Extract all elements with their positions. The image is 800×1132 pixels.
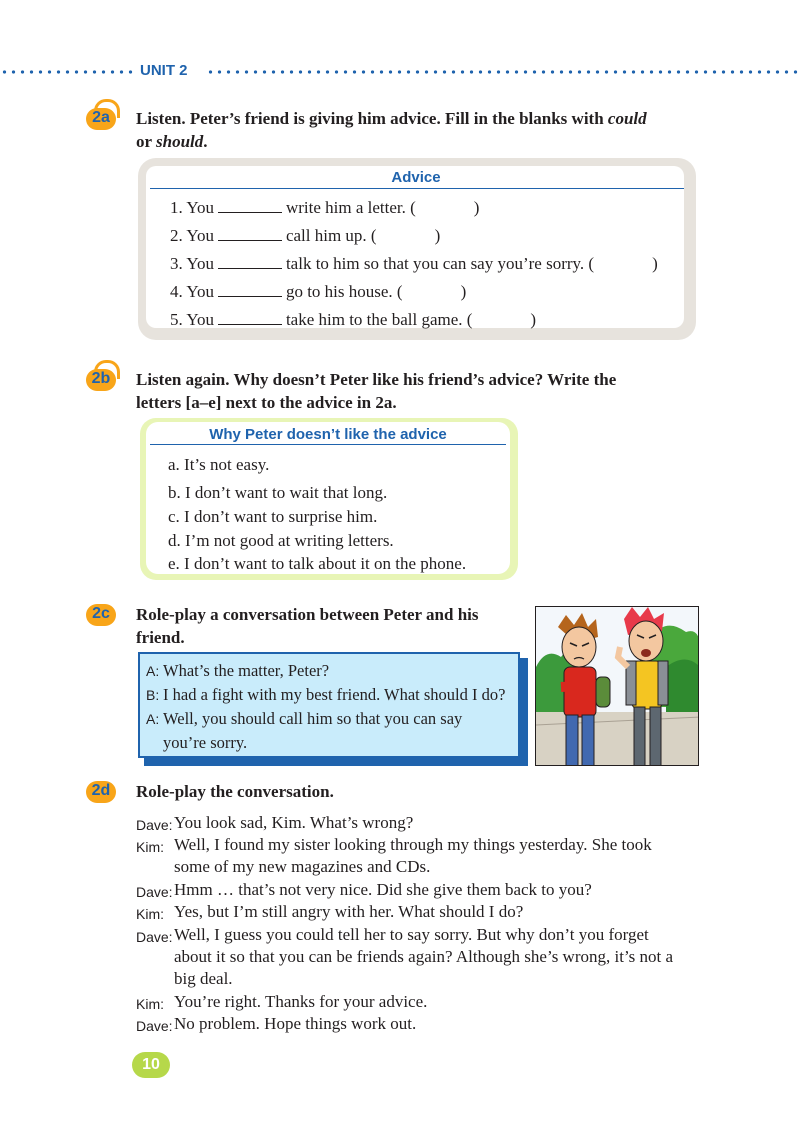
section-badge-2a: 2a <box>86 108 116 130</box>
dialogue-line: No problem. Hope things work out. <box>174 1014 417 1033</box>
dialogue-line: Yes, but I’m still angry with her. What should I do? <box>174 902 524 921</box>
answer-blank[interactable] <box>218 310 282 325</box>
reason-item: c. I don’t want to surprise him. <box>168 507 378 526</box>
speaker-label: Dave: <box>136 929 173 945</box>
speaker-label: Dave: <box>136 1018 173 1034</box>
dialogue-line: You’re right. Thanks for your advice. <box>174 992 428 1011</box>
instruction-2d: Role-play the conversation. <box>136 782 334 801</box>
dialogue-line: some of my new magazines and CDs. <box>174 857 431 876</box>
dialogue-line: Well, I guess you could tell her to say sorry. But why don’t you forget <box>174 925 649 944</box>
speaker-label: B: <box>146 687 160 703</box>
advice-title-rule <box>150 188 684 189</box>
conversation-line: I had a fight with my best friend. What should I do? <box>163 685 506 704</box>
conversation-line: Well, you should call him so that you can say <box>163 709 463 728</box>
speaker-label: Kim: <box>136 906 164 922</box>
conversation-line: What’s the matter, Peter? <box>163 661 330 680</box>
advice-item: 1. You write him a letter. ( ) <box>170 198 480 217</box>
dialogue-line: about it so that you can be friends again? Although she’s wrong, it’s not a <box>174 947 674 966</box>
advice-item: 2. You call him up. ( ) <box>170 226 441 245</box>
advice-box <box>146 166 684 328</box>
answer-blank[interactable] <box>218 282 282 297</box>
reason-item: a. It’s not easy. <box>168 455 270 474</box>
reasons-title-rule <box>150 444 506 445</box>
reason-item: d. I’m not good at writing letters. <box>168 531 394 550</box>
page-number: 10 <box>132 1052 170 1078</box>
answer-blank[interactable] <box>218 254 282 269</box>
speaker-label: Kim: <box>136 996 164 1012</box>
instruction-2c: Role-play a conversation between Peter and his friend. <box>136 605 479 647</box>
advice-item: 4. You go to his house. ( ) <box>170 282 467 301</box>
unit-title: UNIT 2 <box>140 62 188 79</box>
answer-blank[interactable] <box>218 226 282 241</box>
advice-box-title: Advice <box>391 169 441 186</box>
section-badge-2c: 2c <box>86 604 116 626</box>
dotted-rule-right <box>206 70 800 74</box>
dotted-rule-left <box>0 70 135 74</box>
speaker-label: Dave: <box>136 884 173 900</box>
reason-item: b. I don’t want to wait that long. <box>168 483 388 502</box>
unit-header <box>0 60 800 82</box>
instruction-2b: Listen again. Why doesn’t Peter like his friend’s advice? Write the letters [a–e] next to the advice in 2a. <box>136 370 617 412</box>
advice-item: 5. You take him to the ball game. ( ) <box>170 310 537 329</box>
speaker-label: Kim: <box>136 839 164 855</box>
dialogue-line: Well, I found my sister looking through my things yesterday. She took <box>174 835 652 854</box>
speaker-label: A: <box>146 663 160 679</box>
boys-arguing-illustration <box>535 606 699 766</box>
speaker-label: A: <box>146 711 160 727</box>
reason-item: e. I don’t want to talk about it on the phone. <box>168 554 467 573</box>
answer-blank[interactable] <box>218 198 282 213</box>
section-badge-2b: 2b <box>86 369 116 391</box>
speaker-label: Dave: <box>136 817 173 833</box>
dialogue-line: You look sad, Kim. What’s wrong? <box>174 813 414 832</box>
section-badge-2d: 2d <box>86 781 116 803</box>
instruction-2a: Listen. Peter’s friend is giving him advice. Fill in the blanks with could or should. <box>136 109 647 151</box>
advice-item: 3. You talk to him so that you can say you’re sorry. ( ) <box>170 254 658 273</box>
dialogue-line: big deal. <box>174 969 233 988</box>
reasons-box-title: Why Peter doesn’t like the advice <box>209 426 447 443</box>
conversation-line: you’re sorry. <box>163 733 248 752</box>
dialogue-line: Hmm … that’s not very nice. Did she give them back to you? <box>174 880 592 899</box>
